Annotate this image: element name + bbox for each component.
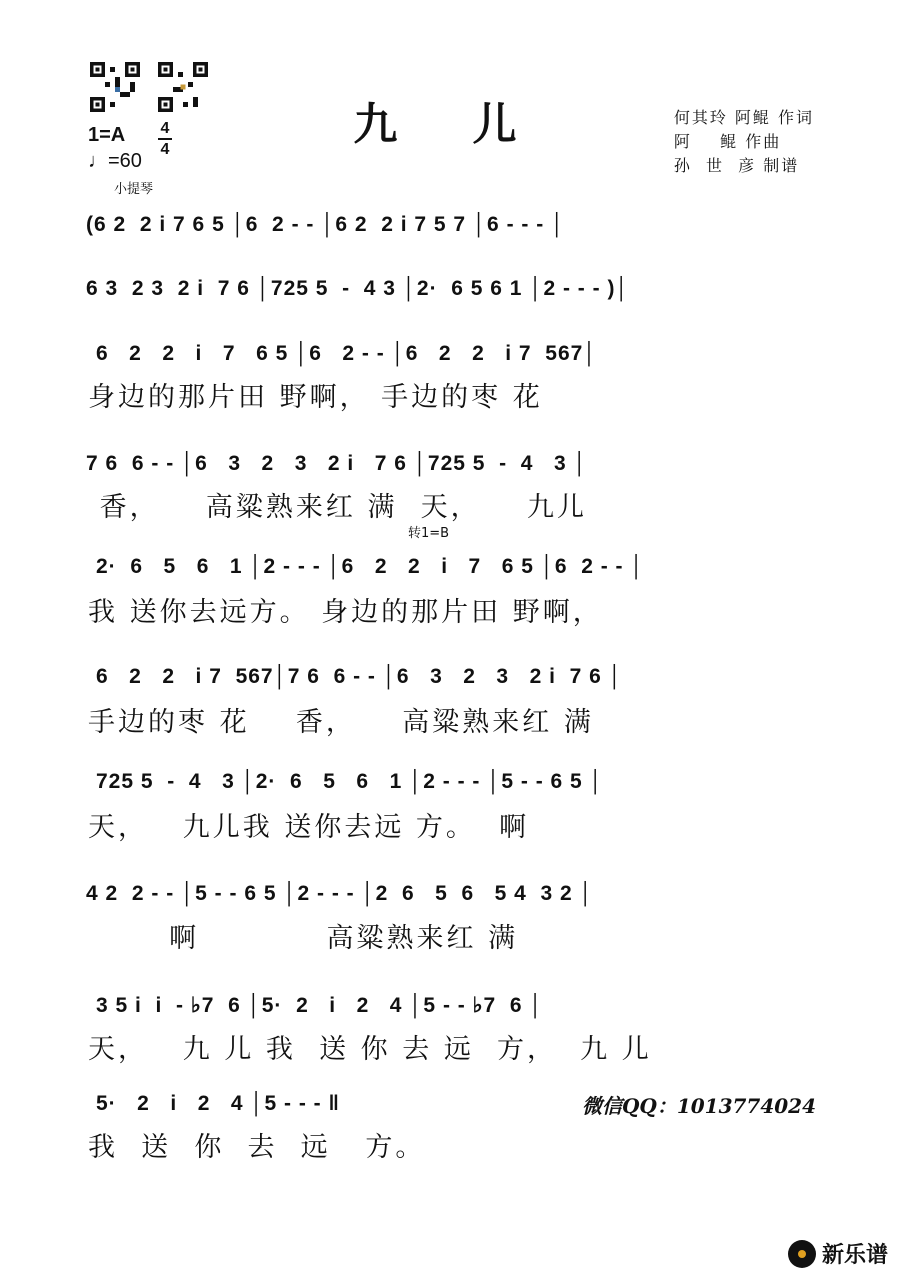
notation-row-9: 3 5 i i - ♭7 6 │5· 2 i 2 4 │5 - - ♭7 6 │ [96,994,544,1017]
lyrics-row-3: 身边的那片田 野啊， 手边的枣 花 [88,382,543,413]
instrument-label: 小提琴 [114,182,154,197]
notation-row-10: 5· 2 i 2 4 │5 - - - ‖ [96,1092,340,1115]
contact-info: 微信QQ：1013774024 [581,1094,816,1118]
notation-row-1: (6 2 2 i 7 6 5 │6 2 - - │6 2 2 i 7 5 7 │6 - - - │ [86,213,566,236]
composer-credit: 阿 鲲 作曲 [673,132,782,151]
page-title: 九 儿 [353,99,547,150]
notation-row-8: 4 2 2 - - │5 - - 6 5 │2 - - - │2 6 5 6 5 4 3 2 │ [86,882,594,905]
lyrics-row-6: 手边的枣 花 香， 高粱熟来红 满 [88,707,594,738]
logo-text: 新乐谱 [821,1243,888,1268]
vinyl-disc-icon [788,1240,816,1268]
site-logo [788,1238,888,1269]
lyricist-credit: 何其玲 阿鲲 作词 [673,108,814,127]
time-signature-top: 4 [160,120,170,137]
transcriber-credit: 孙 世 彦 制谱 [673,156,800,175]
notation-row-4: 7 6 6 - - │6 3 2 3 2 i 7 6 │725 5 - 4 3 │ [86,452,588,475]
lyrics-row-9: 天， 九 儿 我 送 你 去 远 方， 九 儿 [88,1034,652,1065]
modulation-marking: 转1=B [408,526,450,541]
time-signature [158,120,172,158]
lyrics-row-5: 我 送你去远方。 身边的那片田 野啊， [88,597,603,628]
key-signature: 1=A [88,124,126,146]
lyrics-row-8: 啊 高粱熟来红 满 [88,923,519,954]
lyrics-row-10: 我 送 你 去 远 方。 [88,1132,426,1163]
notation-row-5: 2· 6 5 6 1 │2 - - - │6 2 2 i 7 6 5 │6 2 - - │ [96,555,645,578]
credits [674,106,814,178]
lyrics-row-7: 天， 九儿我 送你去远 方。 啊 [88,812,530,843]
lyrics-row-4: 香， 高粱熟来红 满 天， 九儿 [88,492,587,523]
time-signature-bottom: 4 [160,141,170,158]
tempo-marking: ♩=60 [88,150,142,172]
notation-row-6: 6 2 2 i 7 567│7 6 6 - - │6 3 2 3 2 i 7 6 │ [96,665,623,688]
notation-row-2: 6 3 2 3 2 i 7 6 │725 5 - 4 3 │2· 6 5 6 1 │2 - - - )│ [86,277,630,300]
notation-row-3: 6 2 2 i 7 6 5 │6 2 - - │6 2 2 i 7 567│ [96,342,598,365]
notation-row-7: 725 5 - 4 3 │2· 6 5 6 1 │2 - - - │5 - - 6 5 │ [96,770,604,793]
